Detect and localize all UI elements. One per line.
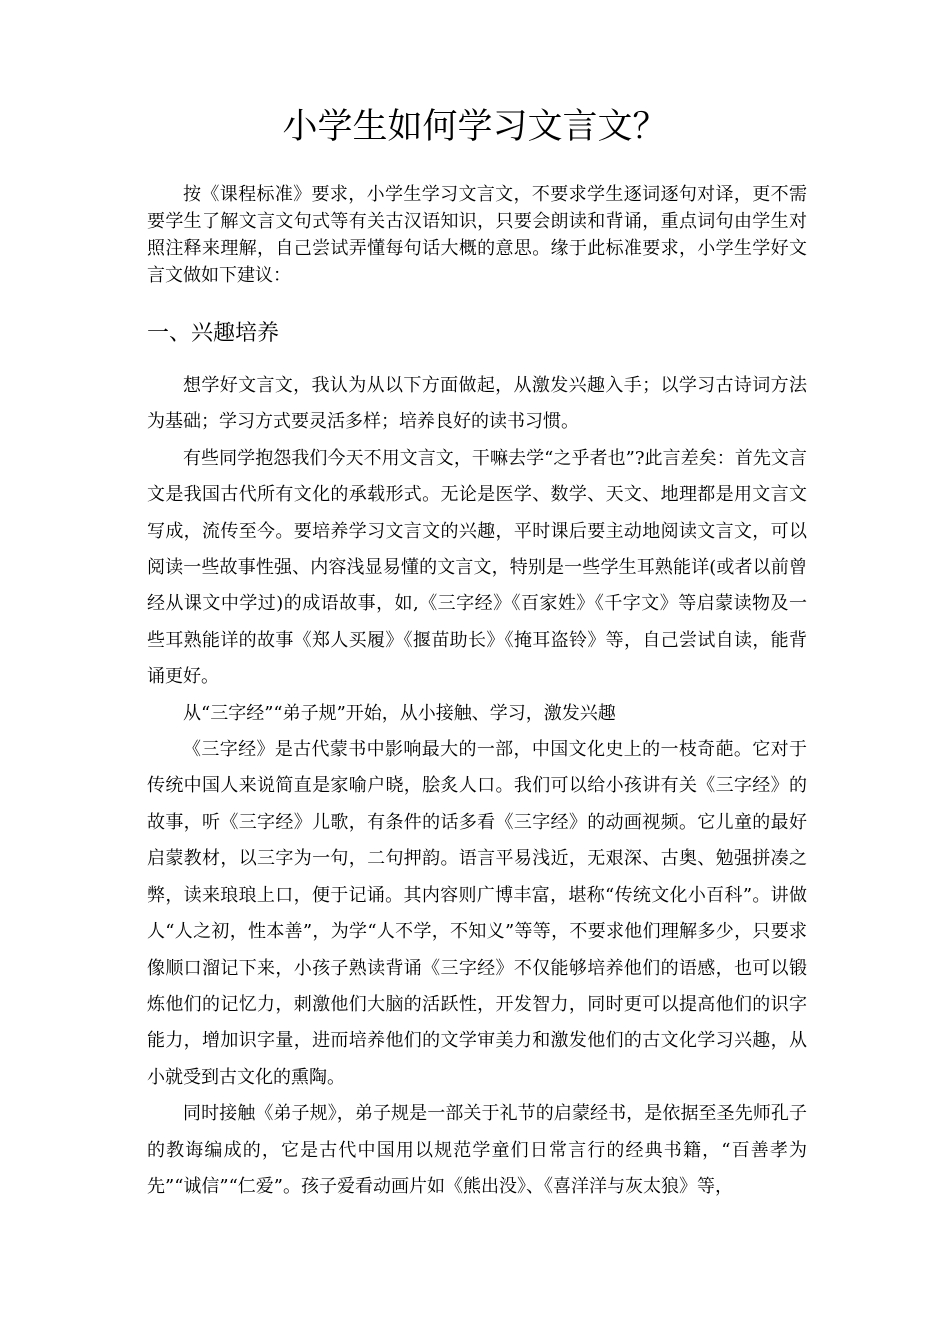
document-title: 小学生如何学习文言文？ — [282, 107, 668, 147]
body-paragraph: 想学好文言文，我认为从以下方面做起，从激发兴趣入手；以学习古诗词方法为基础；学习方式要灵活多样；培养良好的读书习惯。 — [147, 375, 807, 433]
section-body — [147, 368, 807, 1205]
body-paragraph: 有些同学抱怨我们今天不用文言文，干嘛去学“之乎者也”?此言差矣：首先文言文是我国古代所有文化的承载形式。无论是医学、数学、天文、地理都是用文言文写成，流传至今。要培养学习文言文的兴趣，平时课后要主动地阅读文言文，可以阅读一些故事性强、内容浅显易懂的文言文，特别是一些学生耳熟能详(或者以前曾经从课文中学过)的成语故事，如,《三字经》《百家姓》《千字文》等启蒙读物及一些耳熟能详的故事《郑人买履》《揠苗助长》《掩耳盗铃》等，自己尝试自读，能背诵更好。 — [147, 447, 807, 688]
body-paragraph: 从“三字经”“弟子规”开始，从小接触、学习，激发兴趣 — [183, 702, 616, 724]
body-paragraph: 同时接触《弟子规》，弟子规是一部关于礼节的启蒙经书，是依据至圣先师孔子的教诲编成的，它是古代中国用以规范学童们日常言行的经典书籍，“百善孝为先”“诚信”“仁爱”。孩子爱看动画片如《熊出没》、《喜洋洋与灰太狼》等， — [147, 1103, 807, 1197]
section-heading-interest: 一、兴趣培养 — [147, 321, 280, 346]
body-paragraph: 《三字经》是古代蒙书中影响最大的一部，中国文化史上的一枝奇葩。它对于传统中国人来说简直是家喻户晓，脍炙人口。我们可以给小孩讲有关《三字经》的故事，听《三字经》儿歌，有条件的话多看《三字经》的动画视频。它儿童的最好启蒙教材，以三字为一句，二句押韵。语言平易浅近，无艰深、古奥、勉强拼凑之弊，读来琅琅上口，便于记诵。其内容则广博丰富，堪称“传统文化小百科”。讲做人“人之初，性本善”，为学“人不学，不知义”等等，不要求他们理解多少，只要求像顺口溜记下来，小孩子熟读背诵《三字经》不仅能够培养他们的语感，也可以锻炼他们的记忆力，刺激他们大脑的活跃性，开发智力，同时更可以提高他们的识字能力，增加识字量，进而培养他们的文学审美力和激发他们的古文化学习兴趣，从小就受到古文化的熏陶。 — [147, 739, 807, 1088]
intro-paragraph: 按《课程标准》要求，小学生学习文言文，不要求学生逐词逐句对译，更不需要学生了解文言文句式等有关古汉语知识，只要会朗读和背诵，重点词句由学生对照注释来理解，自己尝试弄懂每句话大概的意思。缘于此标准要求，小学生学好文言文做如下建议： — [147, 184, 807, 286]
